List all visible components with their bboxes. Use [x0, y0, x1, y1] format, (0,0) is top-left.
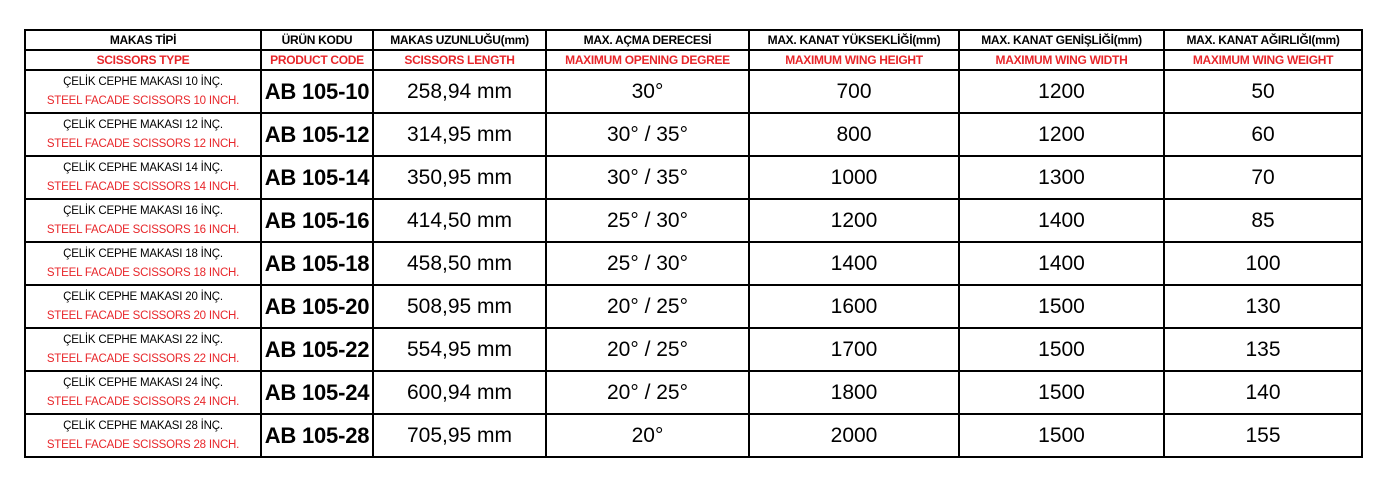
wing-weight-cell: 140 [1164, 371, 1362, 414]
wing-width-cell: 1500 [959, 371, 1164, 414]
scissors-type-cell [25, 328, 261, 371]
product-code-cell: AB 105-10 [261, 70, 373, 113]
wing-weight-cell: 155 [1164, 414, 1362, 457]
column-header-code-tr: ÜRÜN KODU [261, 30, 373, 50]
wing-weight-cell: 60 [1164, 113, 1362, 156]
wing-height-cell: 800 [749, 113, 959, 156]
table-row [25, 113, 1362, 156]
column-header-length-tr: MAKAS UZUNLUĞU(mm) [373, 30, 546, 50]
opening-degree-cell: 25° / 30° [546, 242, 749, 285]
scissors-type-cell [25, 285, 261, 328]
scissors-type-english: STEEL FACADE SCISSORS 22 INCH. [46, 352, 240, 365]
column-header-degree-en: MAXIMUM OPENING DEGREE [546, 50, 749, 70]
wing-weight-cell: 85 [1164, 199, 1362, 242]
scissors-type-cell [25, 70, 261, 113]
scissors-type-cell [25, 113, 261, 156]
scissors-length-cell: 508,95 mm [373, 285, 546, 328]
scissors-length-cell: 414,50 mm [373, 199, 546, 242]
scissors-type-turkish: ÇELİK CEPHE MAKASI 22 İNÇ. [63, 333, 223, 346]
table-row [25, 70, 1362, 113]
product-code-cell: AB 105-14 [261, 156, 373, 199]
table-body [25, 70, 1362, 457]
scissors-length-cell: 258,94 mm [373, 70, 546, 113]
scissors-length-cell: 600,94 mm [373, 371, 546, 414]
scissors-type-turkish: ÇELİK CEPHE MAKASI 16 İNÇ. [63, 204, 223, 217]
column-header-width-tr: MAX. KANAT GENİŞLİĞİ(mm) [959, 30, 1164, 50]
product-code-cell: AB 105-22 [261, 328, 373, 371]
opening-degree-cell: 25° / 30° [546, 199, 749, 242]
table-row [25, 199, 1362, 242]
column-header-length-en: SCISSORS LENGTH [373, 50, 546, 70]
wing-height-cell: 1700 [749, 328, 959, 371]
product-code-cell: AB 105-12 [261, 113, 373, 156]
column-header-weight-tr: MAX. KANAT AĞIRLIĞI(mm) [1164, 30, 1362, 50]
wing-width-cell: 1500 [959, 414, 1164, 457]
scissors-type-turkish: ÇELİK CEPHE MAKASI 14 İNÇ. [63, 161, 223, 174]
scissors-type-cell [25, 242, 261, 285]
table-row [25, 285, 1362, 328]
wing-weight-cell: 130 [1164, 285, 1362, 328]
wing-height-cell: 700 [749, 70, 959, 113]
wing-weight-cell: 100 [1164, 242, 1362, 285]
table-row [25, 371, 1362, 414]
scissors-length-cell: 458,50 mm [373, 242, 546, 285]
column-header-type-en: SCISSORS TYPE [25, 50, 261, 70]
table-row [25, 328, 1362, 371]
scissors-type-english: STEEL FACADE SCISSORS 14 INCH. [46, 180, 240, 193]
wing-weight-cell: 135 [1164, 328, 1362, 371]
scissors-length-cell: 350,95 mm [373, 156, 546, 199]
header-row-english [25, 50, 1362, 70]
column-header-weight-en: MAXIMUM WING WEIGHT [1164, 50, 1362, 70]
scissors-type-turkish: ÇELİK CEPHE MAKASI 24 İNÇ. [63, 376, 223, 389]
wing-height-cell: 1200 [749, 199, 959, 242]
scissors-type-english: STEEL FACADE SCISSORS 18 INCH. [46, 266, 240, 279]
product-code-cell: AB 105-28 [261, 414, 373, 457]
wing-weight-cell: 50 [1164, 70, 1362, 113]
product-code-cell: AB 105-16 [261, 199, 373, 242]
scissors-type-cell [25, 199, 261, 242]
wing-width-cell: 1500 [959, 328, 1164, 371]
wing-height-cell: 1000 [749, 156, 959, 199]
column-header-degree-tr: MAX. AÇMA DERECESİ [546, 30, 749, 50]
wing-height-cell: 1600 [749, 285, 959, 328]
wing-height-cell: 1400 [749, 242, 959, 285]
scissors-type-turkish: ÇELİK CEPHE MAKASI 10 İNÇ. [63, 75, 223, 88]
column-header-height-en: MAXIMUM WING HEIGHT [749, 50, 959, 70]
scissors-type-english: STEEL FACADE SCISSORS 24 INCH. [46, 395, 240, 408]
column-header-code-en: PRODUCT CODE [261, 50, 373, 70]
opening-degree-cell: 20° / 25° [546, 371, 749, 414]
wing-width-cell: 1200 [959, 70, 1164, 113]
wing-width-cell: 1400 [959, 199, 1164, 242]
scissors-length-cell: 554,95 mm [373, 328, 546, 371]
scissors-type-turkish: ÇELİK CEPHE MAKASI 12 İNÇ. [63, 118, 223, 131]
wing-width-cell: 1200 [959, 113, 1164, 156]
column-header-width-en: MAXIMUM WING WIDTH [959, 50, 1164, 70]
scissors-type-cell [25, 371, 261, 414]
opening-degree-cell: 20° / 25° [546, 285, 749, 328]
header-row-turkish [25, 30, 1362, 50]
table-row [25, 242, 1362, 285]
opening-degree-cell: 20° [546, 414, 749, 457]
wing-weight-cell: 70 [1164, 156, 1362, 199]
product-code-cell: AB 105-20 [261, 285, 373, 328]
wing-width-cell: 1300 [959, 156, 1164, 199]
scissors-type-english: STEEL FACADE SCISSORS 16 INCH. [46, 223, 240, 236]
table-row [25, 414, 1362, 457]
scissors-type-english: STEEL FACADE SCISSORS 12 INCH. [46, 137, 240, 150]
opening-degree-cell: 30° / 35° [546, 156, 749, 199]
scissors-length-cell: 705,95 mm [373, 414, 546, 457]
column-header-height-tr: MAX. KANAT YÜKSEKLİĞİ(mm) [749, 30, 959, 50]
scissors-type-turkish: ÇELİK CEPHE MAKASI 18 İNÇ. [63, 247, 223, 260]
wing-height-cell: 2000 [749, 414, 959, 457]
column-header-type-tr: MAKAS TİPİ [25, 30, 261, 50]
scissors-length-cell: 314,95 mm [373, 113, 546, 156]
scissors-type-cell [25, 414, 261, 457]
scissors-type-english: STEEL FACADE SCISSORS 10 INCH. [46, 94, 240, 107]
scissors-type-cell [25, 156, 261, 199]
scissors-type-turkish: ÇELİK CEPHE MAKASI 28 İNÇ. [63, 419, 223, 432]
opening-degree-cell: 20° / 25° [546, 328, 749, 371]
scissors-type-turkish: ÇELİK CEPHE MAKASI 20 İNÇ. [63, 290, 223, 303]
opening-degree-cell: 30° / 35° [546, 113, 749, 156]
wing-width-cell: 1400 [959, 242, 1164, 285]
scissors-type-english: STEEL FACADE SCISSORS 28 INCH. [46, 438, 240, 451]
wing-width-cell: 1500 [959, 285, 1164, 328]
product-code-cell: AB 105-24 [261, 371, 373, 414]
spec-table [24, 29, 1363, 458]
wing-height-cell: 1800 [749, 371, 959, 414]
product-code-cell: AB 105-18 [261, 242, 373, 285]
table-row [25, 156, 1362, 199]
scissors-type-english: STEEL FACADE SCISSORS 20 INCH. [46, 309, 240, 322]
opening-degree-cell: 30° [546, 70, 749, 113]
